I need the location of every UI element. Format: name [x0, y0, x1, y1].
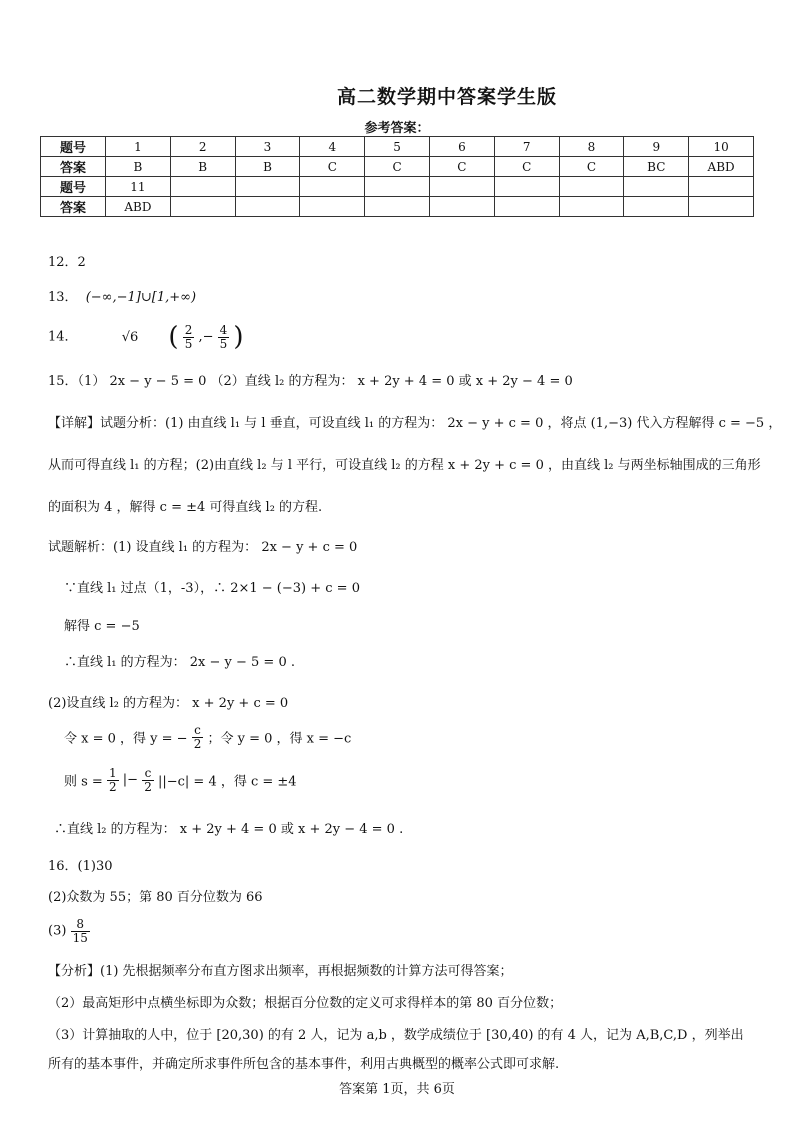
answer-14-sqrt: √6: [121, 329, 139, 345]
detail-line-3: 的面积为 4 ，解得 c = ±4 可得直线 l₂ 的方程.: [48, 500, 323, 515]
table-cell: 8: [559, 137, 624, 157]
table-cell: [689, 177, 754, 197]
table-cell: 7: [494, 137, 559, 157]
answer-12: 12．2: [48, 255, 86, 270]
table-cell: [235, 197, 300, 217]
answer-14-label: 14．: [48, 329, 78, 345]
solution-line-4: ∴直线 l₁ 的方程为： 2x − y − 5 = 0 .: [64, 655, 295, 670]
answer-13-label: 13．: [48, 290, 78, 305]
table-row: [41, 137, 754, 157]
solution-line-6: 令 x = 0 ，得 y = − $\frac{c}{2}$ ；令 y = 0 ，得 x = −c: [64, 723, 352, 751]
fraction: $\frac{8}{15}$: [72, 917, 88, 945]
table-cell: C: [300, 157, 365, 177]
analysis-line-4: 所有的基本事件，并确定所求事件所包含的基本事件，利用古典概型的概率公式即可求解.: [48, 1057, 560, 1072]
table-cell: 4: [300, 137, 365, 157]
table-cell: 9: [624, 137, 689, 157]
table-cell: [429, 177, 494, 197]
answer-14: [48, 322, 244, 352]
table-cell: 6: [429, 137, 494, 157]
table-cell: 2: [170, 137, 235, 157]
table-cell: C: [429, 157, 494, 177]
table-cell: [494, 177, 559, 197]
table-row: [41, 177, 754, 197]
table-cell: [365, 177, 430, 197]
table-cell: [624, 177, 689, 197]
table-cell: 答案: [41, 197, 106, 217]
table-cell: 1: [106, 137, 171, 157]
table-row: [41, 197, 754, 217]
table-cell: B: [170, 157, 235, 177]
answer-15: 15．（1） 2x − y − 5 = 0 （2）直线 l₂ 的方程为： x + 2y + 4 = 0 或 x + 2y − 4 = 0: [48, 374, 573, 389]
table-cell: 答案: [41, 157, 106, 177]
table-cell: [300, 177, 365, 197]
table-cell: B: [235, 157, 300, 177]
table-cell: 题号: [41, 137, 106, 157]
solution-line-5: (2)设直线 l₂ 的方程为： x + 2y + c = 0: [48, 696, 289, 711]
table-cell: 11: [106, 177, 171, 197]
table-cell: 3: [235, 137, 300, 157]
table-cell: ABD: [689, 157, 754, 177]
answer-16-2: (2)众数为 55；第 80 百分位数为 66: [48, 890, 263, 905]
answer-table: [40, 136, 754, 217]
solution-line-1: 试题解析：(1) 设直线 l₁ 的方程为： 2x − y + c = 0: [48, 540, 358, 555]
solution-line-7: 则 s = $\frac{1}{2}$ |− $\frac{c}{2}$ ||−c| = 4 ，得 c = ±4: [64, 766, 297, 794]
answer-16-1: 16．(1)30: [48, 859, 113, 874]
table-cell: BC: [624, 157, 689, 177]
fraction: $\frac{c}{2}$: [193, 723, 202, 751]
table-cell: 题号: [41, 177, 106, 197]
answer-13-expr: (−∞,−1]∪[1,+∞): [85, 290, 197, 305]
detail-line-1: 【详解】试题分析：(1) 由直线 l₁ 与 l 垂直，可设直线 l₁ 的方程为： 2x − y + c = 0 ，将点 (1,−3) 代入方程解得 c = −5 ，: [48, 416, 782, 431]
table-cell: [235, 177, 300, 197]
table-cell: B: [106, 157, 171, 177]
table-cell: [170, 177, 235, 197]
solution-line-8: ∴直线 l₂ 的方程为： x + 2y + 4 = 0 或 x + 2y − 4 = 0 .: [54, 822, 404, 837]
section-subtitle: 参考答案：: [364, 121, 430, 136]
table-cell: C: [365, 157, 430, 177]
table-cell: [559, 177, 624, 197]
table-cell: [559, 197, 624, 217]
table-cell: 10: [689, 137, 754, 157]
table-cell: [494, 197, 559, 217]
fraction: $\frac{4}{5}$: [219, 322, 228, 351]
answer-13: [48, 286, 196, 305]
detail-line-2: 从而可得直线 l₁ 的方程；(2)由直线 l₂ 与 l 平行，可设直线 l₂ 的方程 x + 2y + c = 0 ，由直线 l₂ 与两坐标轴围成的三角形: [48, 458, 761, 473]
table-cell: [689, 197, 754, 217]
table-cell: [365, 197, 430, 217]
table-row: [41, 157, 754, 177]
answer-16-3: (3) $\frac{8}{15}$: [48, 917, 88, 945]
analysis-line-2: （2）最高矩形中点横坐标即为众数；根据百分位数的定义可求得样本的第 80 百分位数；: [48, 996, 563, 1011]
fraction: $\frac{c}{2}$: [144, 766, 152, 794]
page-title: 高二数学期中答案学生版: [336, 86, 557, 108]
solution-line-3: 解得 c = −5: [64, 619, 140, 634]
table-cell: C: [494, 157, 559, 177]
page-footer: 答案第 1页，共 6页: [339, 1082, 455, 1097]
table-cell: [300, 197, 365, 217]
analysis-line-3: （3）计算抽取的人中，位于 [20,30) 的有 2 人，记为 a,b ，数学成绩位于 [30,40) 的有 4 人，记为 A,B,C,D ，列举出: [48, 1028, 744, 1043]
table-cell: [170, 197, 235, 217]
table-cell: C: [559, 157, 624, 177]
table-cell: [429, 197, 494, 217]
fraction: $\frac{1}{2}$: [108, 766, 117, 794]
analysis-line-1: 【分析】(1) 先根据频率分布直方图求出频率，再根据频数的计算方法可得答案；: [48, 964, 513, 979]
table-cell: ABD: [106, 197, 171, 217]
answer-14-point: ( $\frac{2}{5}$ ,− $\frac{4}{5}$ ): [168, 322, 244, 352]
solution-line-2: ∵直线 l₁ 过点（1，-3），∴ 2×1 − (−3) + c = 0: [64, 581, 360, 596]
table-cell: [624, 197, 689, 217]
table-cell: 5: [365, 137, 430, 157]
fraction: $\frac{2}{5}$: [184, 322, 193, 351]
